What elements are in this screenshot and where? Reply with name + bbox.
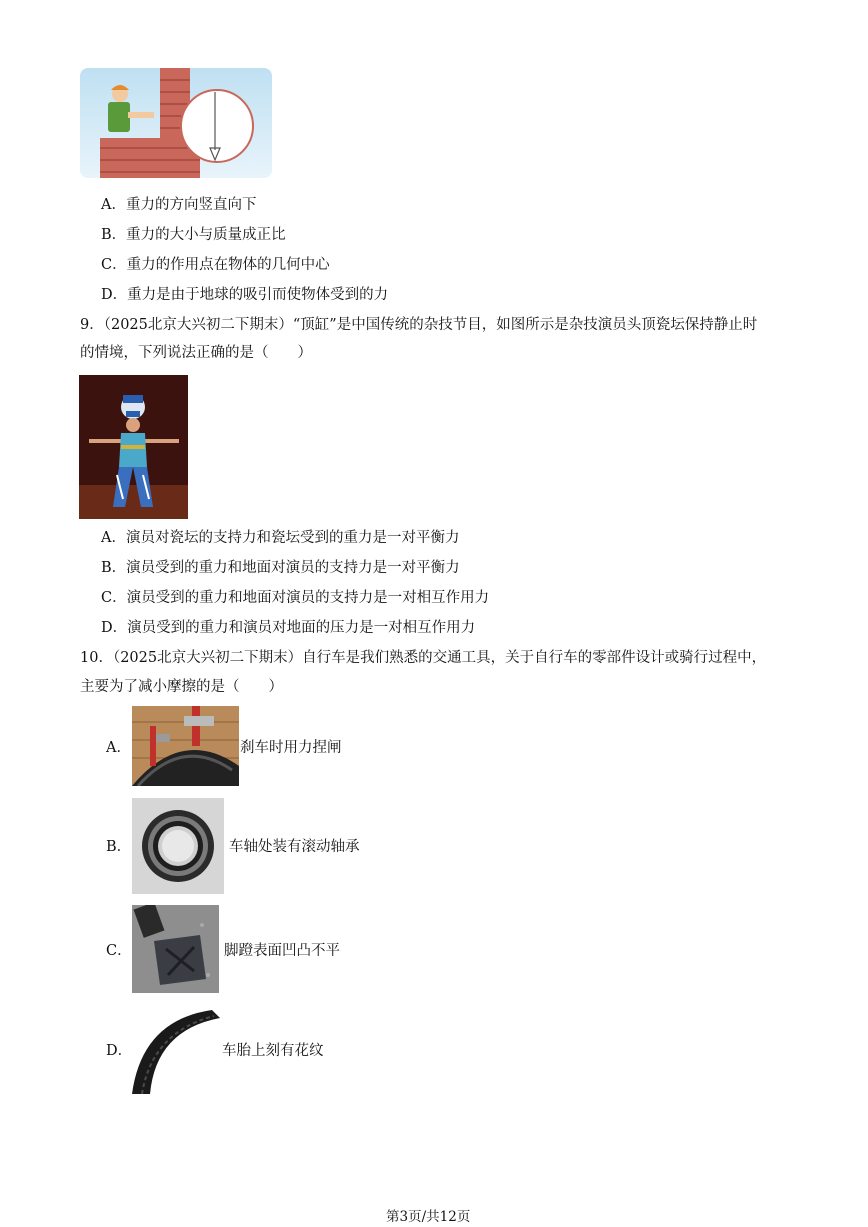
q9-option-d: D．演员受到的重力和演员对地面的压力是一对相互作用力 <box>101 620 476 636</box>
brake-caliper-figure <box>132 706 239 786</box>
q10-option-c-label: C． <box>106 943 132 959</box>
q10-option-d-text: 车胎上刻有花纹 <box>222 1043 324 1059</box>
q9-stem-line1: 9．（2025北京大兴初二下期末）“顶缸”是中国传统的杂技节目，如图所示是杂技演员头顶瓷坛保持静止时 <box>80 317 758 333</box>
page-footer: 第3页/共12页 <box>386 1209 471 1225</box>
ball-bearing-figure <box>132 798 224 894</box>
q10-stem-line1: 10．（2025北京大兴初二下期末）自行车是我们熟悉的交通工具，关于自行车的零部件设计或骑行过程中， <box>80 650 767 666</box>
q8-option-d: D．重力是由于地球的吸引而使物体受到的力 <box>101 287 389 303</box>
q10-option-c-text: 脚蹬表面凹凸不平 <box>224 943 340 959</box>
q8-option-c: C．重力的作用点在物体的几何中心 <box>101 257 330 273</box>
pedal-figure <box>132 905 219 993</box>
q8-option-b: B．重力的大小与质量成正比 <box>101 227 286 243</box>
q8-option-a: A．重力的方向竖直向下 <box>101 197 257 213</box>
q10-source: （2025北京大兴初二下期末） <box>112 650 303 666</box>
tire-tread-figure <box>132 1010 220 1094</box>
q10-option-b-label: B． <box>106 839 132 855</box>
q9-option-a: A．演员对瓷坛的支持力和瓷坛受到的重力是一对平衡力 <box>101 530 460 546</box>
q10-option-b-text: 车轴处装有滚动轴承 <box>229 839 360 855</box>
q9-stem-line2: 的情境，下列说法正确的是（ ） <box>80 345 312 361</box>
q9-option-c: C．演员受到的重力和地面对演员的支持力是一对相互作用力 <box>101 590 490 606</box>
q10-number: 10． <box>80 650 113 666</box>
plumb-line-figure <box>80 68 272 178</box>
q10-option-a-label: A． <box>106 740 131 756</box>
q10-stem-line2: 主要为了减小摩擦的是（ ） <box>80 679 283 695</box>
q9-source: （2025北京大兴初二下期末） <box>103 317 293 333</box>
q10-option-d-label: D． <box>106 1043 133 1059</box>
q9-option-b: B．演员受到的重力和地面对演员的支持力是一对平衡力 <box>101 560 460 576</box>
acrobat-jar-figure <box>79 375 188 519</box>
q9-number: 9． <box>80 317 104 333</box>
q10-option-a-text: 刹车时用力捏闸 <box>240 740 342 756</box>
